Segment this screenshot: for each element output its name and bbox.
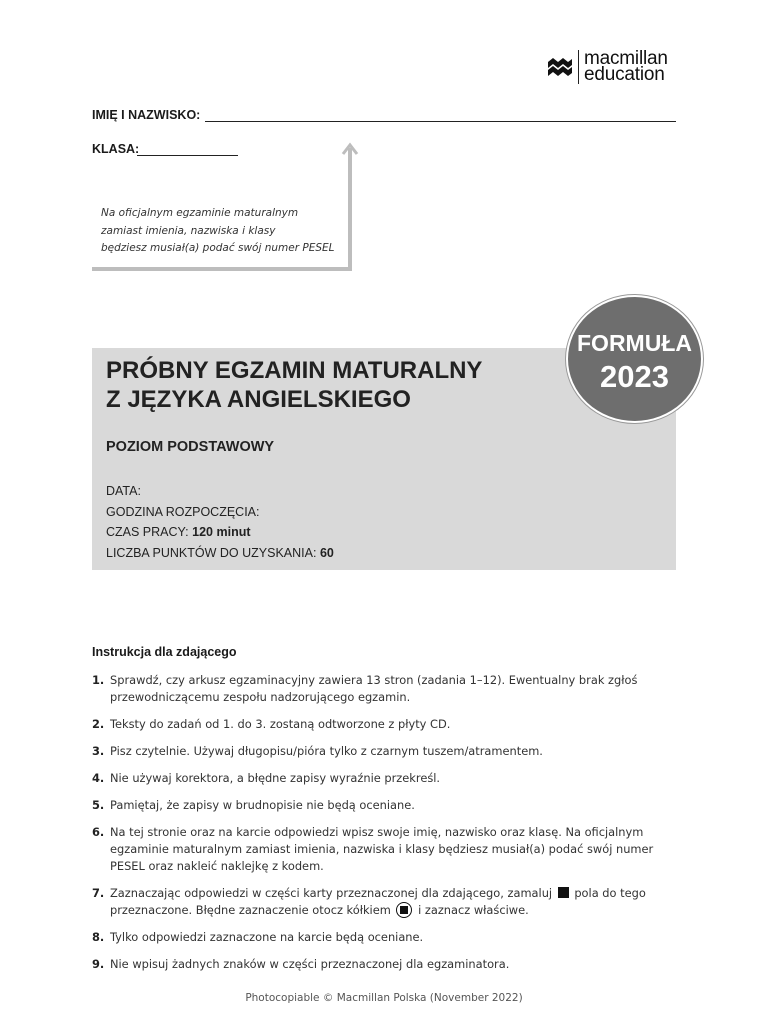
instruction-text: Pamiętaj, że zapisy w brudnopisie nie będą oceniane. [110,798,415,812]
instruction-text-part-b: pola do tego przeznaczone. Błędne zaznaczenie otocz kółkiem [110,886,646,917]
exam-level: POZIOM PODSTAWOWY [106,439,275,455]
instruction-item [92,672,662,706]
pesel-note [101,205,341,258]
note-line-2: zamiast imienia, nazwiska i klasy [101,224,276,237]
instruction-number: 7. [92,886,105,900]
instruction-item [92,797,662,814]
date-label: DATA: [106,484,141,498]
instructions-list [92,672,662,983]
instruction-text-part-a: Zaznaczając odpowiedzi w części karty przeznaczonej dla zdającego, zamaluj [110,886,553,900]
instructions-heading: Instrukcja dla zdającego [92,645,237,659]
instruction-item [92,716,662,733]
instruction-text-part-c: i zaznacz właściwe. [418,903,529,917]
copyright-footer: Photocopiable © Macmillan Polska (November 2022) [245,992,523,1004]
instruction-number: 9. [92,957,105,971]
duration-value: 120 minut [192,525,251,539]
instruction-item [92,929,662,946]
instruction-text: Na tej stronie oraz na karcie odpowiedzi wpisz swoje imię, nazwisko oraz klasę. Na oficjalnym egzaminie maturalnym zamiast imienia, nazwiska i klasy będziesz musiał(a) podać swój numer PESEL oraz nakleić naklejkę z kodem. [110,825,654,873]
exam-title-line-1: PRÓBNY EGZAMIN MATURALNY [106,357,483,384]
instruction-number: 4. [92,771,105,785]
points-value: 60 [319,545,334,560]
exam-title-line-2: Z JĘZYKA ANGIELSKIEGO [106,386,411,413]
points-label: LICZBA PUNKTÓW DO UZYSKANIA: [106,545,317,560]
start-time-label: GODZINA ROZPOCZĘCIA: [106,504,260,519]
logo-divider [578,50,579,84]
logo-line-2: education [584,64,665,85]
instruction-number: 3. [92,744,105,758]
publisher-logo [547,50,668,84]
formula-badge [566,295,703,423]
note-line-3: będziesz musiał(a) podać swój numer PESEL [101,242,335,254]
filled-square-icon [558,887,569,898]
instruction-text: Pisz czytelnie. Używaj długopisu/pióra tylko z czarnym tuszem/atramentem. [110,744,543,758]
logo-line-1: macmillan [584,48,668,69]
points-row [106,543,334,564]
instruction-number: 6. [92,825,105,839]
instruction-text: Teksty do zadań od 1. do 3. zostaną odtworzone z płyty CD. [110,717,451,731]
instruction-text: Nie wpisuj żadnych znaków w części przeznaczonej dla egzaminatora. [110,957,510,971]
badge-year: 2023 [600,359,669,394]
instruction-item [92,743,662,760]
name-field[interactable] [205,121,676,122]
note-line-1: Na oficjalnym egzaminie maturalnym [101,207,299,219]
instruction-text: Sprawdź, czy arkusz egzaminacyjny zawiera 13 stron (zadania 1–12). Ewentualny brak zgłoś przewodniczącemu zespołu nadzorującego egzamin. [110,673,638,704]
logo-text [584,48,668,85]
instruction-number: 5. [92,798,105,812]
exam-meta [106,481,334,563]
badge-label: FORMUŁA [577,330,692,356]
circled-square-icon [396,902,412,918]
instruction-text: Tylko odpowiedzi zaznaczone na karcie będą oceniane. [110,930,424,944]
exam-title [106,356,482,414]
instruction-item [92,956,662,973]
instruction-item [92,770,662,787]
instruction-text [110,885,662,919]
duration-row [106,522,334,543]
instruction-number: 2. [92,717,105,731]
duration-label: CZAS PRACY: [106,525,189,539]
name-label: IMIĘ I NAZWISKO: [92,108,201,122]
instruction-item [92,824,662,875]
macmillan-m-icon [547,56,573,78]
instruction-number: 1. [92,673,105,687]
instruction-number: 8. [92,930,105,944]
instruction-item [92,885,662,919]
class-label: KLASA: [92,142,140,156]
instruction-text: Nie używaj korektora, a błędne zapisy wyraźnie przekreśl. [110,771,441,785]
